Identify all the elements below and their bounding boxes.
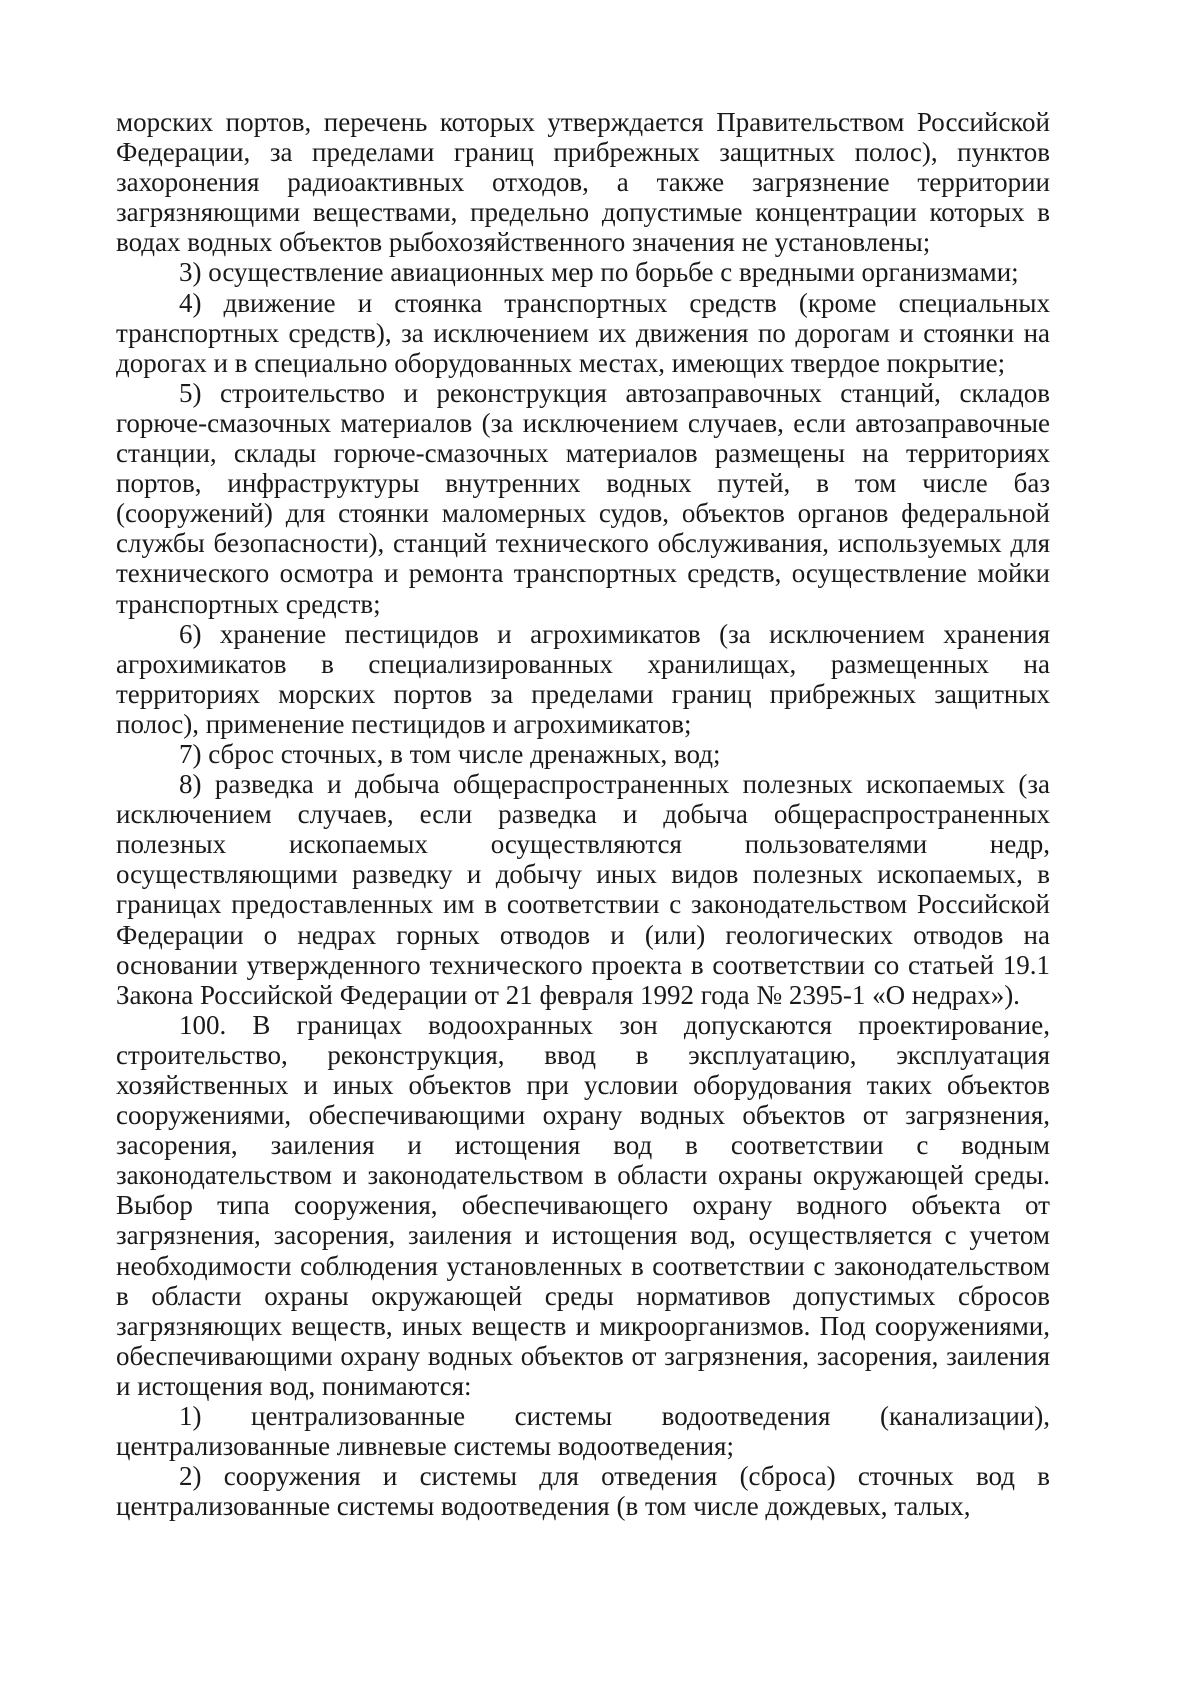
sub-item-1: 1) централизованные системы водоотведения (канализации), централизованные ливневые системы водоотведения; [116,1401,1050,1462]
list-item-6: 6) хранение пестицидов и агрохимикатов (за исключением хранения агрохимикатов в специализированных хранилищах, размещенных на территориях морских портов за пределами границ прибрежных защитных полос), применение пестицидов и агрохимикатов; [116,618,1050,739]
list-item-7: 7) сброс сточных, в том числе дренажных, вод; [179,738,721,769]
list-item-5: 5) строительство и реконструкция автозаправочных станций, складов горюче-смазочных материалов (за исключением случаев, если автозаправочные станции, склады горюче-смазочных материалов размещены на территориях портов, инфраструктуры внутренних водных путей, в том числе баз (сооружений) для стоянки маломерных судов, объектов органов федеральной службы безопасности), станций технического обслуживания, используемых для технического осмотра и ремонта транспортных средств, осуществление мойки транспортных средств; [116,377,1050,619]
sub-item-2: 2) сооружения и системы для отведения (сброса) сточных вод в централизованные системы водоотведения (в том числе дождевых, талых, [116,1461,1050,1522]
document-page [116,107,1050,1521]
list-item-4: 4) движение и стоянка транспортных средств (кроме специальных транспортных средств), за исключением их движения по дорогам и стоянки на дорогах и в специально оборудованных местах, имеющих твердое покрытие; [116,287,1050,378]
paragraph-continuation: морских портов, перечень которых утверждается Правительством Российской Федерации, за пределами границ прибрежных защитных полос), пунктов захоронения радиоактивных отходов, а также загрязнение территории загрязняющими веществами, предельно допустимые концентрации которых в водах водных объектов рыбохозяйственного значения не установлены; [116,107,1050,258]
clause-100: 100. В границах водоохранных зон допускаются проектирование, строительство, реконструкция, ввод в эксплуатацию, эксплуатация хозяйственных и иных объектов при условии оборудования таких объектов сооружениями, обеспечивающими охрану водных объектов от загрязнения, засорения, заиления и истощения вод в соответствии с водным законодательством и законодательством в области охраны окружающей среды. Выбор типа сооружения, обеспечивающего охрану водного объекта от загрязнения, засорения, заиления и истощения вод, осуществляется с учетом необходимости соблюдения установленных в соответствии с законодательством в области охраны окружающей среды нормативов допустимых сбросов загрязняющих веществ, иных веществ и микроорганизмов. Под сооружениями, обеспечивающими охрану водных объектов от загрязнения, засорения, заиления и истощения вод, понимаются: [116,1009,1050,1401]
list-item-3: 3) осуществление авиационных мер по борьбе с вредными организмами; [179,257,1019,288]
list-item-8: 8) разведка и добыча общераспространенных полезных ископаемых (за исключением случаев, если разведка и добыча общераспространенных полезных ископаемых осуществляются пользователями недр, осуществляющими разведку и добычу иных видов полезных ископаемых, в границах предоставленных им в соответствии с законодательством Российской Федерации о недрах горных отводов и (или) геологических отводов на основании утвержденного технического проекта в соответствии со статьей 19.1 Закона Российской Федерации от 21 февраля 1992 года № 2395-1 «О недрах»). [116,769,1050,1010]
